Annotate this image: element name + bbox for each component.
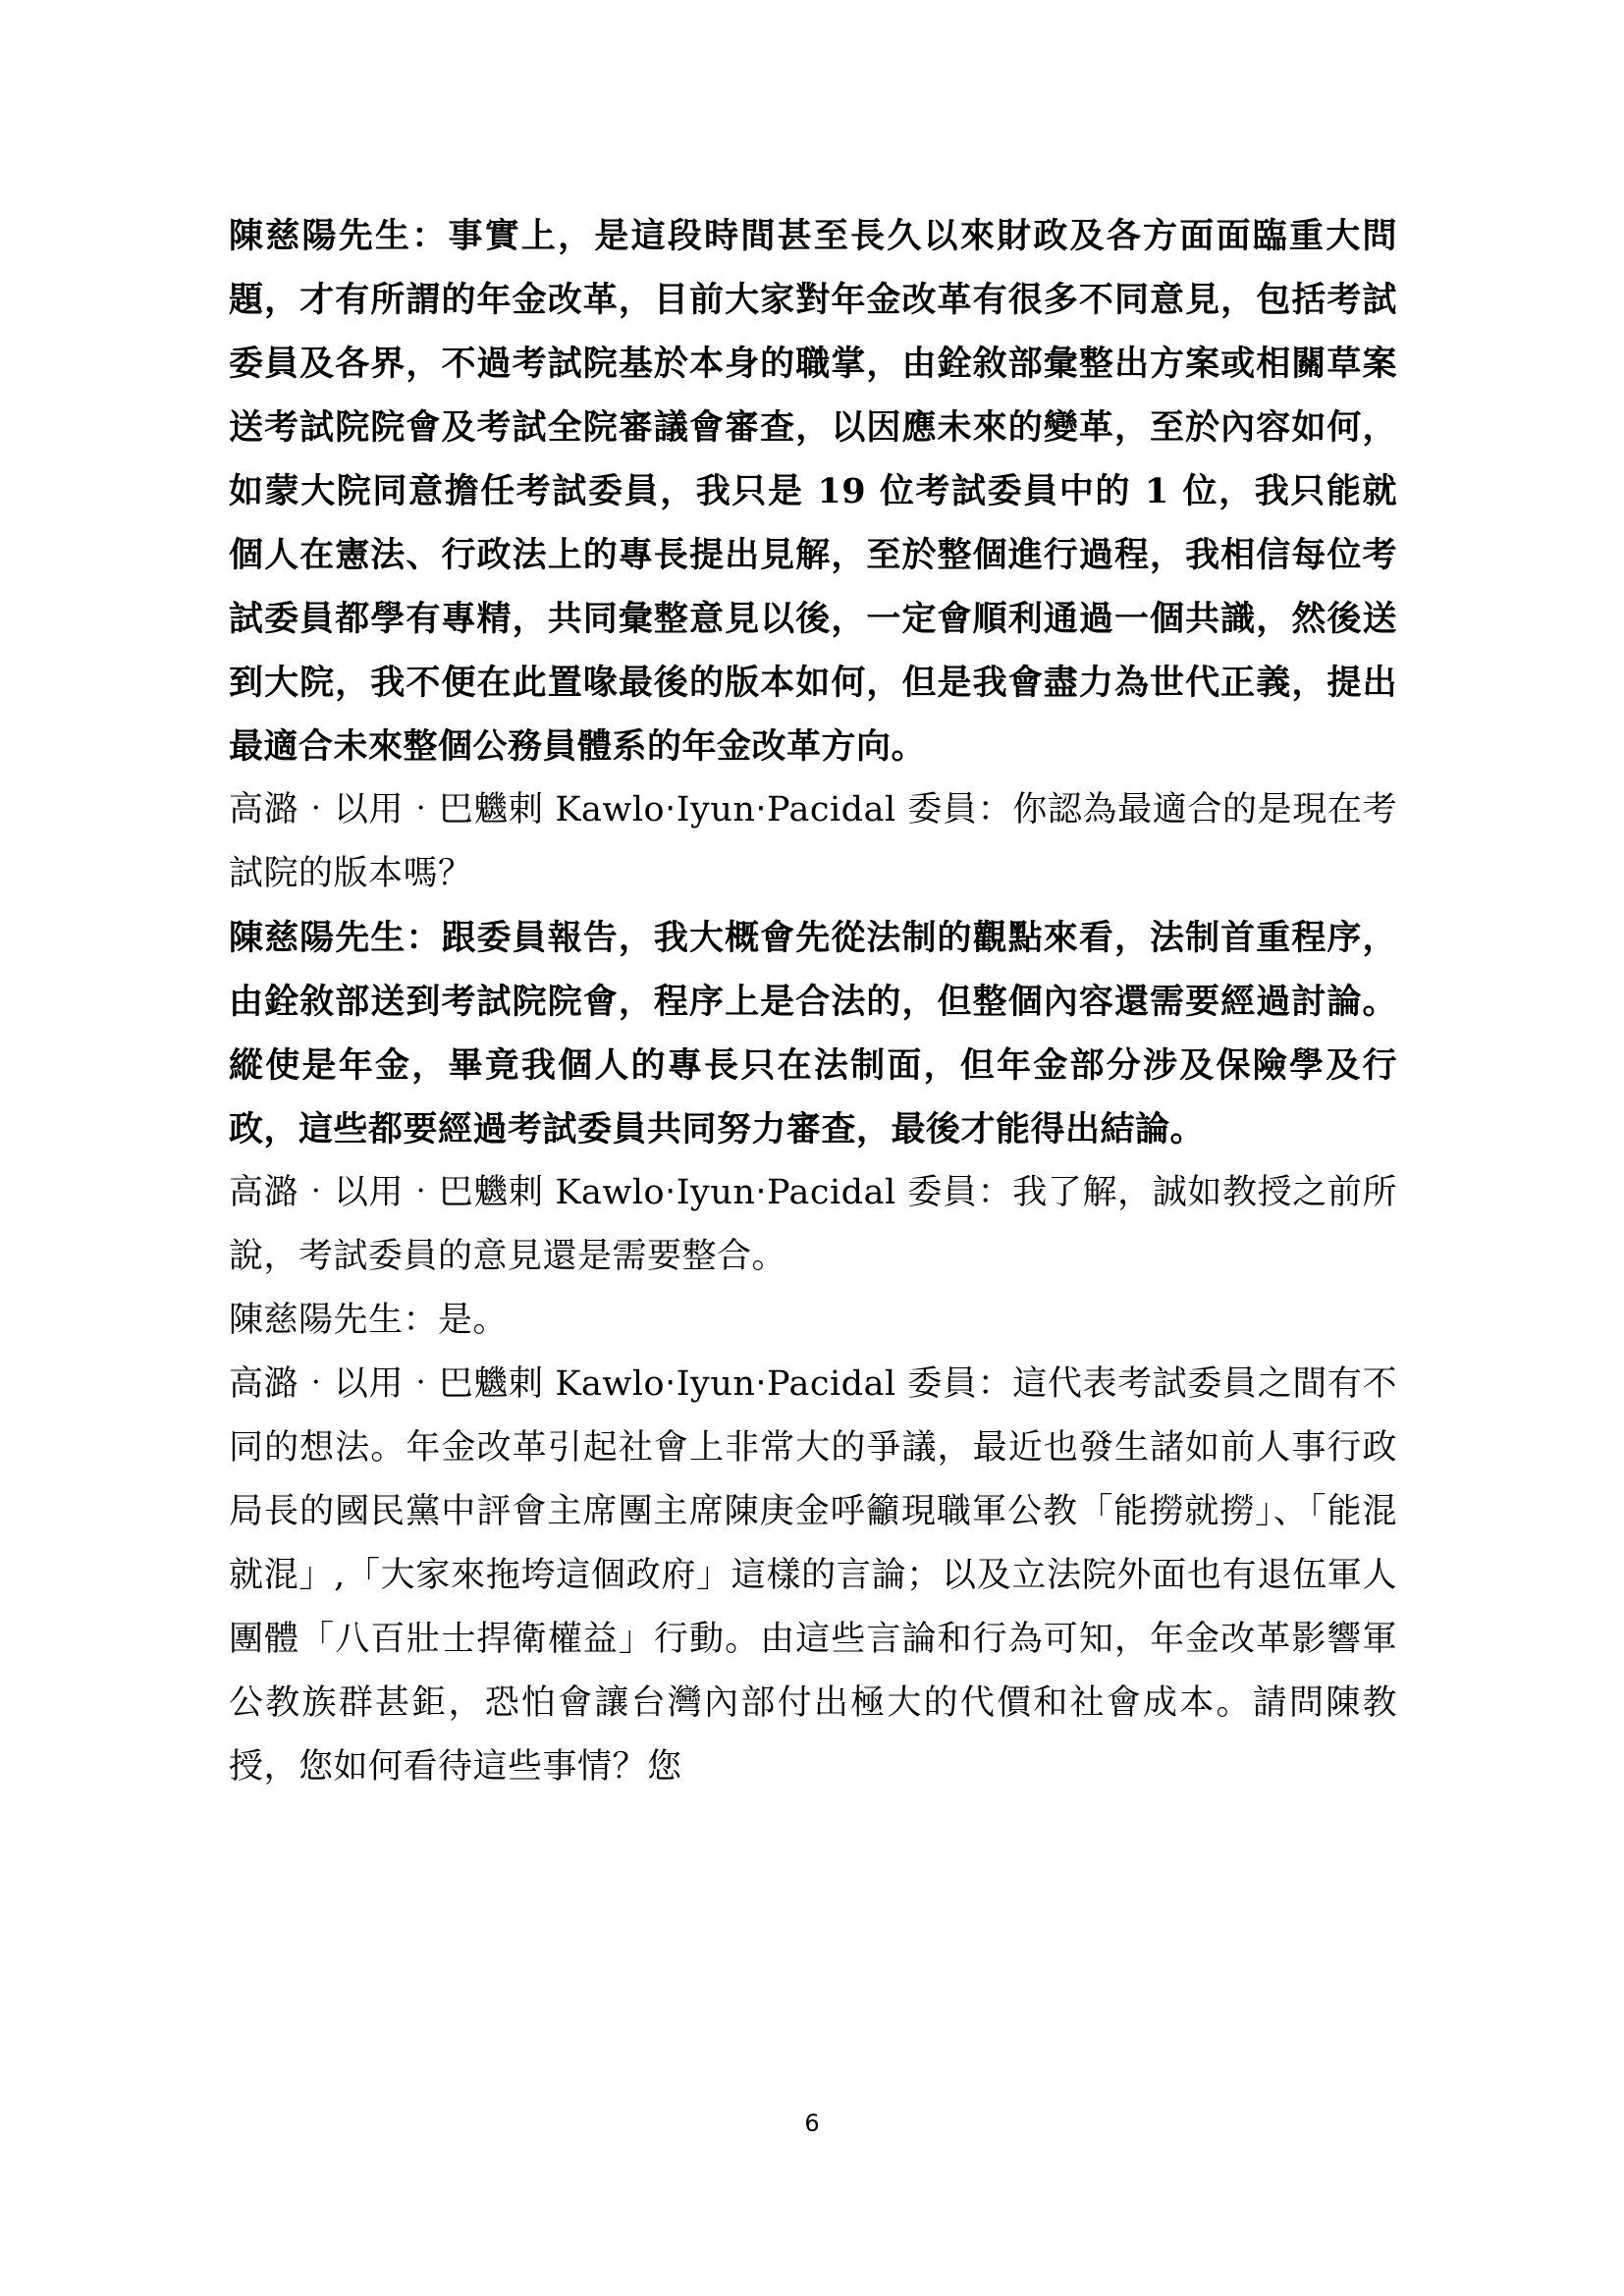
paragraph-kawlo-question-2: 高潞‧以用‧巴魕剌 Kawlo‧Iyun‧Pacidal 委員：我了解，誠如教授之前所說，考試委員的意見還是需要整合。 [229,1173,1397,1276]
page-number: 6 [804,2109,820,2137]
paragraph-chen-response-2: 陳慈陽先生：跟委員報告，我大概會先從法制的觀點來看，法制首重程序，由銓敘部送到考試院院會，程序上是合法的，但整個內容還需要經過討論。縱使是年金，畢竟我個人的專長只在法制面，但年金部分涉及保險學及行政，這些都要經過考試委員共同努力審查，最後才能得出結論。 [229,918,1397,1149]
document-body [229,204,1397,1799]
paragraph-chen-response-1: 陳慈陽先生：事實上，是這段時間甚至長久以來財政及各方面面臨重大問題，才有所謂的年金改革，目前大家對年金改革有很多不同意見，包括考試委員及各界，不過考試院基於本身的職掌，由銓敘部彙整出方案或相關草案送考試院院會及考試全院審議會審查，以因應未來的變革，至於內容如何，如蒙大院同意擔任考試委員，我只是 19 位考試委員中的 1 位，我只能就個人在憲法、行政法上的專長提出見解，至於整個進行過程，我相信每位考試委員都學有專精，共同彙整意見以後，一定會順利通過一個共識，然後送到大院，我不便在此置喙最後的版本如何，但是我會盡力為世代正義，提出最適合未來整個公務員體系的年金改革方向。 [229,216,1397,767]
paragraph-kawlo-question-3: 高潞‧以用‧巴魕剌 Kawlo‧Iyun‧Pacidal 委員：這代表考試委員之間有不同的想法。年金改革引起社會上非常大的爭議，最近也發生諸如前人事行政局長的國民黨中評會主席團主席陳庚金呼籲現職軍公教「能撈就撈」、「能混就混」,「大家來拖垮這個政府」這樣的言論；以及立法院外面也有退伍軍人團體「八百壯士捍衛權益」行動。由這些言論和行為可知，年金改革影響軍公教族群甚鉅，恐怕會讓台灣內部付出極大的代價和社會成本。請問陳教授，您如何看待這些事情？您 [229,1364,1397,1787]
paragraph-kawlo-question-1: 高潞‧以用‧巴魕剌 Kawlo‧Iyun‧Pacidal 委員：你認為最適合的是現在考試院的版本嗎？ [229,790,1397,893]
paragraph-chen-response-3: 陳慈陽先生：是。 [229,1301,509,1340]
